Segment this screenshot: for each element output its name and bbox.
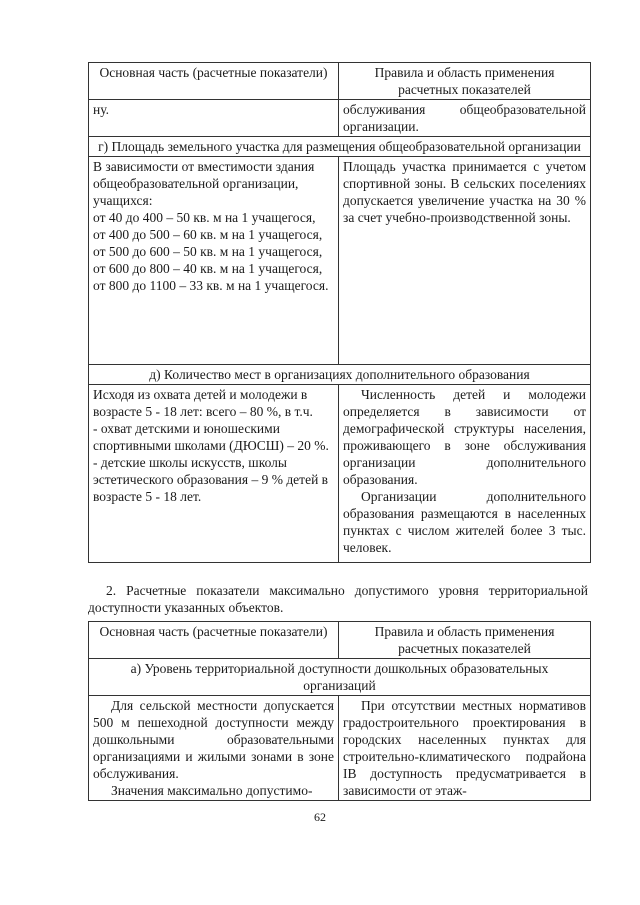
text-paragraph: Численность детей и молодежи определяется в зависимости от демографической структуры населения, проживающего в зоне обслуживания организации дополнительного образования. [343,387,586,487]
section-row [89,659,591,696]
cell-left-continued: ну. [89,100,339,137]
cell-land-area-rules: Площадь участка принимается с учетом спортивной зоны. В сельских поселениях допускается увеличение участка на 30 % за счет учебно-производственной зоны. [339,157,591,365]
section-heading-d: д) Количество мест в организациях дополнительного образования [89,365,591,385]
header-rules: Правила и область применения расчетных показателей [339,622,591,659]
text-line: В зависимости от вместимости здания общеобразовательной организации, учащихся: [93,159,315,208]
table-accessibility-norms [88,621,591,801]
text-line: - охват детскими и юношескими спортивными школами (ДЮСШ) – 20 %. [93,421,329,453]
table-header-row [89,622,591,659]
header-rules: Правила и область применения расчетных показателей [339,63,591,100]
text-paragraph: Организации дополнительного образования размещаются в населенных пунктах с числом жителей более 3 тыс. человек. [343,489,586,555]
table-row [89,100,591,137]
cell-accessibility-norms [89,696,339,801]
text-paragraph: Значения максимально допустимо- [111,783,313,798]
table-header-row [89,63,591,100]
text-line: Исходя из охвата детей и молодежи в возрасте 5 - 18 лет: всего – 80 %, в т.ч. [93,387,313,419]
page-number: 62 [314,810,326,824]
table-row [89,385,591,563]
section-row [89,365,591,385]
table-calculation-norms [88,62,591,563]
cell-places-rules [339,385,591,563]
cell-places-norms [89,385,339,563]
header-main-part: Основная часть (расчетные показатели) [89,63,339,100]
header-main-part: Основная часть (расчетные показатели) [89,622,339,659]
cell-accessibility-rules [339,696,591,801]
text-paragraph: Для сельской местности допускается 500 м пешеходной доступности между дошкольными образовательными организациями и жилыми зонами в зоне обслуживания. [93,698,334,781]
text-line: - детские школы искусств, школы эстетического образования – 9 % детей в возрасте 5 - 18 лет. [93,455,329,504]
text-line: от 500 до 600 – 50 кв. м на 1 учащегося, от 600 до 800 – 40 кв. м на 1 учащегося, [93,244,323,276]
table-row [89,696,591,801]
text-line: от 40 до 400 – 50 кв. м на 1 учащегося, [93,210,316,225]
cell-land-area-norms [89,157,339,365]
section-heading-g: г) Площадь земельного участка для размещения общеобразовательной организации [89,137,591,157]
section-heading-a: а) Уровень территориальной доступности дошкольных образовательных организаций [89,659,591,696]
cell-right-continued: обслуживания общеобразовательной организации. [339,100,591,137]
text-line: от 400 до 500 – 60 кв. м на 1 учащегося, [93,227,323,242]
text-line: от 800 до 1100 – 33 кв. м на 1 учащегося. [93,278,329,293]
text-paragraph: При отсутствии местных нормативов градостроительного проектирования в городских населенных пунктах для строительно-климатического подрайона IВ доступность предусматривается в зависимости от этаж- [343,698,586,798]
body-paragraph: 2. Расчетные показатели максимально допустимого уровня территориальной доступности указанных объектов. [88,583,588,615]
table-row [89,157,591,365]
section-row [89,137,591,157]
